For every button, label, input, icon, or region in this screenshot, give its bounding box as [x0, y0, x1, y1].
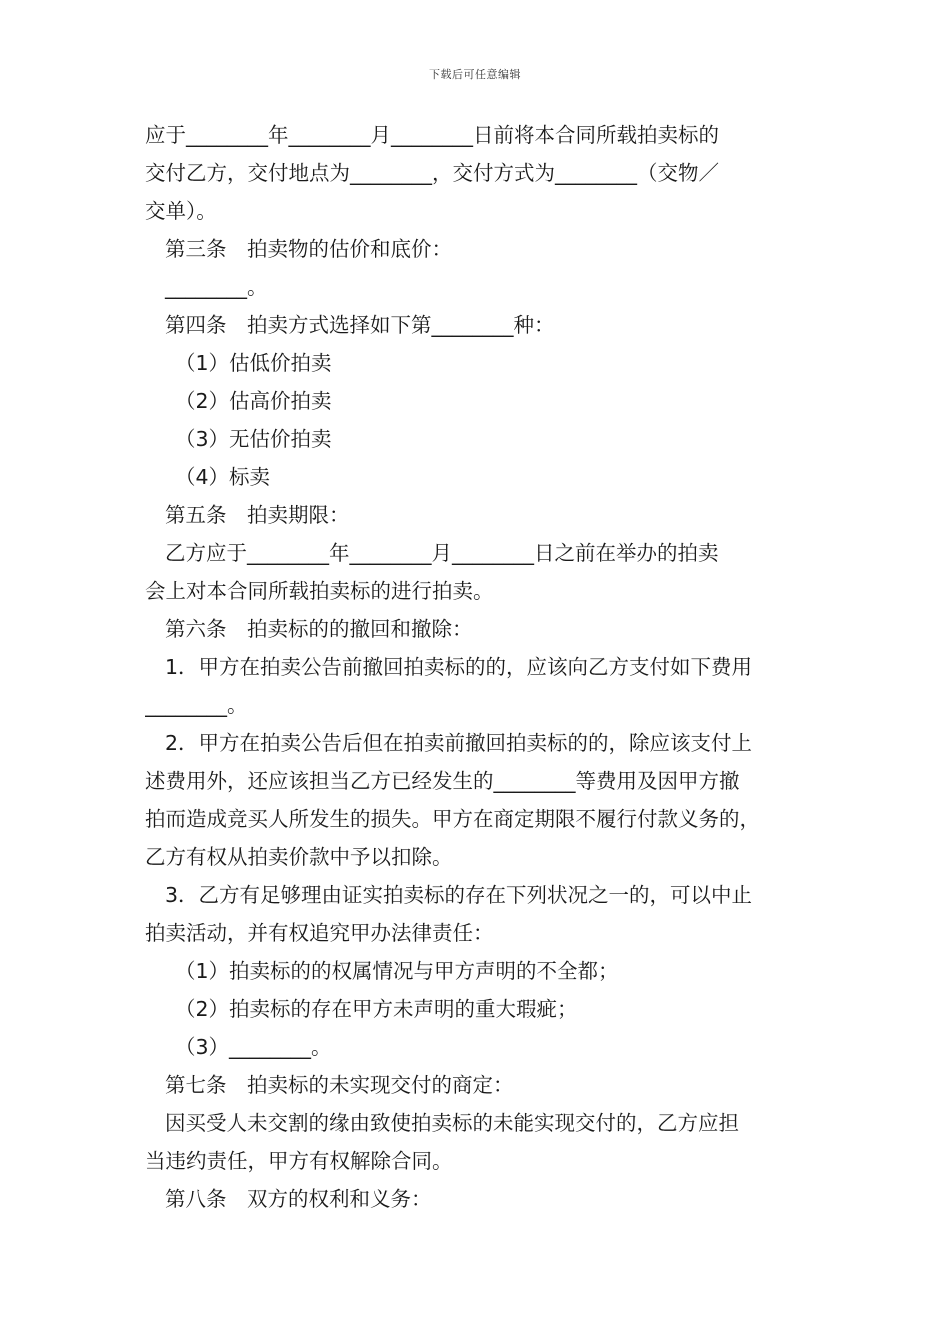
document-line: 第四条 拍卖方式选择如下第________种：	[165, 313, 555, 337]
page-header-note: 下载后可任意编辑	[429, 68, 521, 81]
document-line: 因买受人未交割的缘由致使拍卖标的未能实现交付的，乙方应担	[165, 1111, 739, 1135]
document-line: 拍卖活动，并有权追究甲办法律责任：	[145, 921, 494, 945]
document-line: （2）估高价拍卖	[175, 389, 332, 413]
document-line: 述费用外，还应该担当乙方已经发生的________等费用及因甲方撤	[145, 769, 740, 793]
document-line: 拍而造成竞买人所发生的损失。甲方在商定期限不履行付款义务的，	[145, 807, 760, 831]
document-line: ________。	[145, 693, 248, 717]
document-line: （3）无估价拍卖	[175, 427, 332, 451]
document-line: 2．甲方在拍卖公告后但在拍卖前撤回拍卖标的的，除应该支付上	[165, 731, 753, 755]
document-line: 交单）。	[145, 199, 217, 223]
document-line: 乙方有权从拍卖价款中予以扣除。	[145, 845, 453, 869]
document-line: 会上对本合同所载拍卖标的进行拍卖。	[145, 579, 494, 603]
document-line: （2）拍卖标的存在甲方未声明的重大瑕疵；	[175, 997, 578, 1021]
document-line: ________。	[165, 275, 268, 299]
document-line: 3．乙方有足够理由证实拍卖标的存在下列状况之一的，可以中止	[165, 883, 753, 907]
document-line: 第三条 拍卖物的估价和底价：	[165, 237, 452, 261]
document-line: 应于________年________月________日前将本合同所载拍卖标的	[145, 123, 719, 147]
document-line: 交付乙方，交付地点为________，交付方式为________（交物／	[145, 161, 719, 185]
document-line: 第七条 拍卖标的未实现交付的商定：	[165, 1073, 514, 1097]
document-line: 乙方应于________年________月________日之前在举办的拍卖	[165, 541, 719, 565]
document-line: （4）标卖	[175, 465, 271, 489]
document-line: 当违约责任，甲方有权解除合同。	[145, 1149, 453, 1173]
document-line: （1）拍卖标的的权属情况与甲方声明的不全都；	[175, 959, 619, 983]
document-line: 第六条 拍卖标的的撤回和撤除：	[165, 617, 473, 641]
document-line: 第八条 双方的权利和义务：	[165, 1187, 432, 1211]
document-line: 1．甲方在拍卖公告前撤回拍卖标的的，应该向乙方支付如下费用	[165, 655, 753, 679]
document-line: （3）________。	[175, 1035, 332, 1059]
document-body	[145, 116, 813, 1218]
document-line: （1）估低价拍卖	[175, 351, 332, 375]
document-line: 第五条 拍卖期限：	[165, 503, 350, 527]
